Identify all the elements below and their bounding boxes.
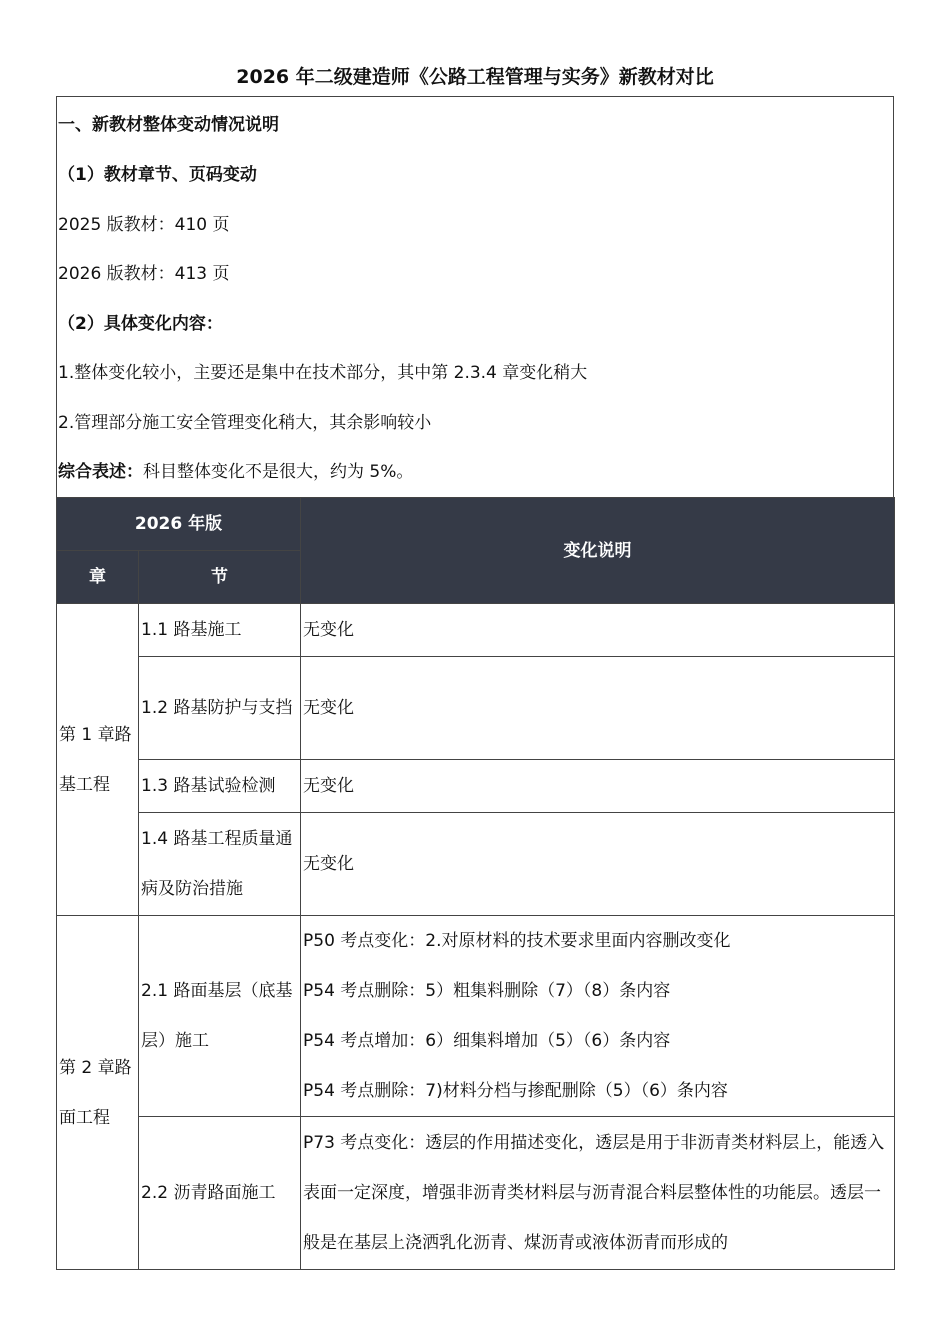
summary-text: 科目整体变化不是很大，约为 5%。 bbox=[143, 462, 414, 482]
change-cell: 无变化 bbox=[301, 813, 895, 916]
intro-change-item-1: 1.整体变化较小，主要还是集中在技术部分，其中第 2.3.4 章变化稍大 bbox=[58, 363, 588, 383]
section-cell: 1.2 路基防护与支挡 bbox=[139, 657, 301, 760]
table-row bbox=[57, 604, 895, 657]
table-row bbox=[57, 760, 895, 813]
intro-change-item-2: 2.管理部分施工安全管理变化稍大，其余影响较小 bbox=[58, 413, 432, 433]
section-cell: 1.4 路基工程质量通病及防治措施 bbox=[139, 813, 301, 916]
table-row bbox=[57, 1117, 895, 1270]
change-cell: 无变化 bbox=[301, 760, 895, 813]
header-change-description: 变化说明 bbox=[301, 498, 895, 604]
comparison-table bbox=[56, 497, 895, 1270]
table-header-row bbox=[57, 498, 895, 551]
intro-subheading-pages: （1）教材章节、页码变动 bbox=[58, 165, 257, 185]
change-line: P54 考点删除：7)材料分档与掺配删除（5）（6）条内容 bbox=[303, 1081, 728, 1101]
intro-2026-pages: 2026 版教材：413 页 bbox=[58, 264, 230, 284]
chapter-cell: 第 2 章路面工程 bbox=[57, 916, 139, 1270]
section-cell: 2.2 沥青路面施工 bbox=[139, 1117, 301, 1270]
table-row bbox=[57, 657, 895, 760]
summary-label: 综合表述： bbox=[58, 462, 143, 482]
section-cell: 1.1 路基施工 bbox=[139, 604, 301, 657]
header-section: 节 bbox=[139, 551, 301, 604]
change-line: P54 考点删除：5）粗集料删除（7）（8）条内容 bbox=[303, 981, 671, 1001]
intro-subheading-changes: （2）具体变化内容： bbox=[58, 314, 223, 334]
change-cell bbox=[301, 916, 895, 1117]
section-cell: 1.3 路基试验检测 bbox=[139, 760, 301, 813]
change-line: P50 考点变化：2.对原材料的技术要求里面内容删改变化 bbox=[303, 931, 731, 951]
intro-2025-pages: 2025 版教材：410 页 bbox=[58, 215, 230, 235]
header-chapter: 章 bbox=[57, 551, 139, 604]
intro-section bbox=[56, 96, 894, 498]
section-cell: 2.1 路面基层（底基层）施工 bbox=[139, 916, 301, 1117]
intro-heading: 一、新教材整体变动情况说明 bbox=[58, 115, 279, 135]
table-row bbox=[57, 813, 895, 916]
header-edition: 2026 年版 bbox=[57, 498, 301, 551]
document-title: 2026 年二级建造师《公路工程管理与实务》新教材对比 bbox=[236, 66, 714, 88]
change-line: P54 考点增加：6）细集料增加（5）（6）条内容 bbox=[303, 1031, 671, 1051]
chapter-cell: 第 1 章路基工程 bbox=[57, 604, 139, 916]
table-row bbox=[57, 916, 895, 1117]
change-cell: 无变化 bbox=[301, 657, 895, 760]
intro-summary bbox=[58, 447, 413, 497]
change-cell: P73 考点变化：透层的作用描述变化，透层是用于非沥青类材料层上，能透入表面一定深度，增强非沥青类材料层与沥青混合料层整体性的功能层。透层一般是在基层上浇洒乳化沥青、煤沥青或液体沥青而形成的 bbox=[301, 1117, 895, 1270]
change-cell: 无变化 bbox=[301, 604, 895, 657]
